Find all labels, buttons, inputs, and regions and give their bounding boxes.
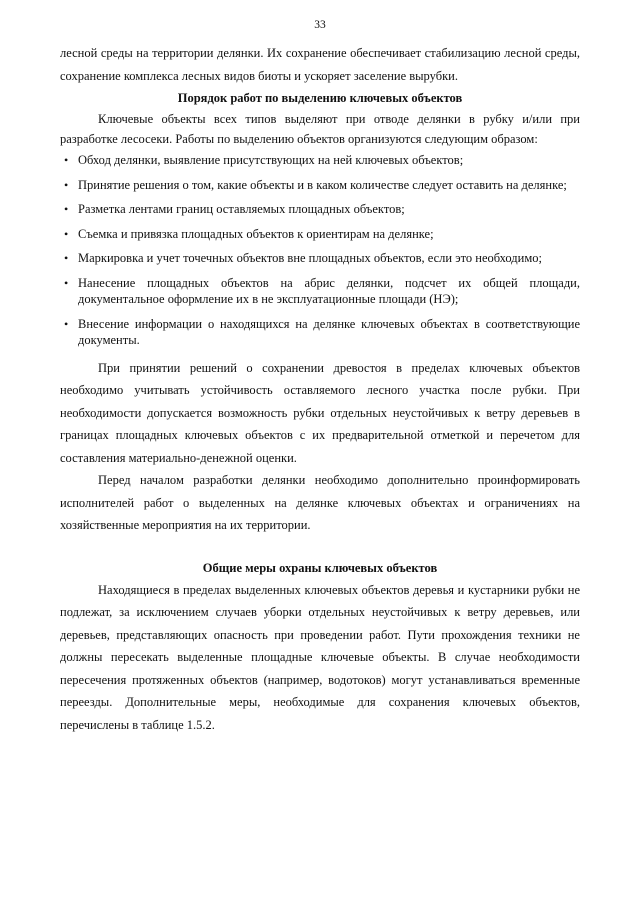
bullet-icon: • (64, 177, 69, 192)
section-heading-protection: Общие меры охраны ключевых объектов (202, 560, 438, 575)
list-item (60, 177, 580, 194)
list-item-text: Внесение информации о находящихся на делянке ключевых объектах в соответствующие документы. (78, 316, 580, 347)
list-item-text: Принятие решения о том, какие объекты и в каком количестве следует оставить на делянке; (78, 177, 567, 192)
document-page (60, 18, 580, 736)
list-item (60, 316, 580, 349)
bullet-icon: • (64, 316, 69, 331)
bullet-icon: • (64, 202, 69, 216)
list-item (60, 152, 580, 169)
list-item-text: Съемка и привязка площадных объектов к ориентирам на делянке; (78, 226, 434, 241)
section-lead-paragraph: Ключевые объекты всех типов выделяют при отводе делянки в рубку и/или при разработке лесосеки. Работы по выделению объектов организуются следующим образом: (60, 112, 580, 146)
list-item-text: Обход делянки, выявление присутствующих на ней ключевых объектов; (78, 153, 464, 167)
list-item-text: Маркировка и учет точечных объектов вне площадных объектов, если это необходимо; (78, 251, 542, 265)
section-heading-procedure: Порядок работ по выделению ключевых объектов (177, 91, 463, 105)
list-item-text: Нанесение площадных объектов на абрис делянки, подсчет их общей площади, документальное оформление их в не эксплуатационные площади (НЭ); (78, 275, 580, 306)
procedure-list (60, 152, 580, 349)
bullet-icon: • (64, 251, 69, 265)
list-item (60, 275, 580, 308)
body-paragraph: Перед началом разработки делянки необходимо дополнительно проинформировать исполнителей работ о выделенных на делянке ключевых объектах и ограничениях на хозяйственные мероприятия на их территории. (60, 473, 580, 532)
list-item (60, 226, 580, 243)
page-number: 33 (314, 19, 326, 31)
intro-paragraph: лесной среды на территории делянки. Их сохранение обеспечивает стабилизацию лесной среды, сохранение комплекса лесных видов биоты и ускоряет заселение вырубки. (60, 46, 580, 83)
bullet-icon: • (64, 275, 69, 290)
bullet-icon: • (64, 153, 69, 167)
bullet-icon: • (64, 226, 69, 241)
body-paragraph: При принятии решений о сохранении древостоя в пределах ключевых объектов необходимо учитывать устойчивость оставляемого лесного участка после рубки. При необходимости допускается возможность рубки отдельных неустойчивых к ветру деревьев в границах площадных ключевых объектов с их предварительной отметкой и перечетом для составления материально-денежной оценки. (60, 360, 580, 465)
list-item-text: Разметка лентами границ оставляемых площадных объектов; (78, 202, 405, 216)
list-item (60, 201, 580, 218)
body-paragraph: Находящиеся в пределах выделенных ключевых объектов деревья и кустарники рубки не подлежат, за исключением случаев уборки отдельных неустойчивых к ветру деревьев, или деревьев, представляющих опасность при проведении работ. Пути прохождения техники не должны пересекать выделенные площадные ключевые объекты. В случае необходимости пересечения протяженных объектов (например, водотоков) могут устанавливаться временные переезды. Дополнительные меры, необходимые для сохранения ключевых объектов, перечислены в таблице 1.5.2. (60, 582, 580, 732)
list-item (60, 250, 580, 267)
